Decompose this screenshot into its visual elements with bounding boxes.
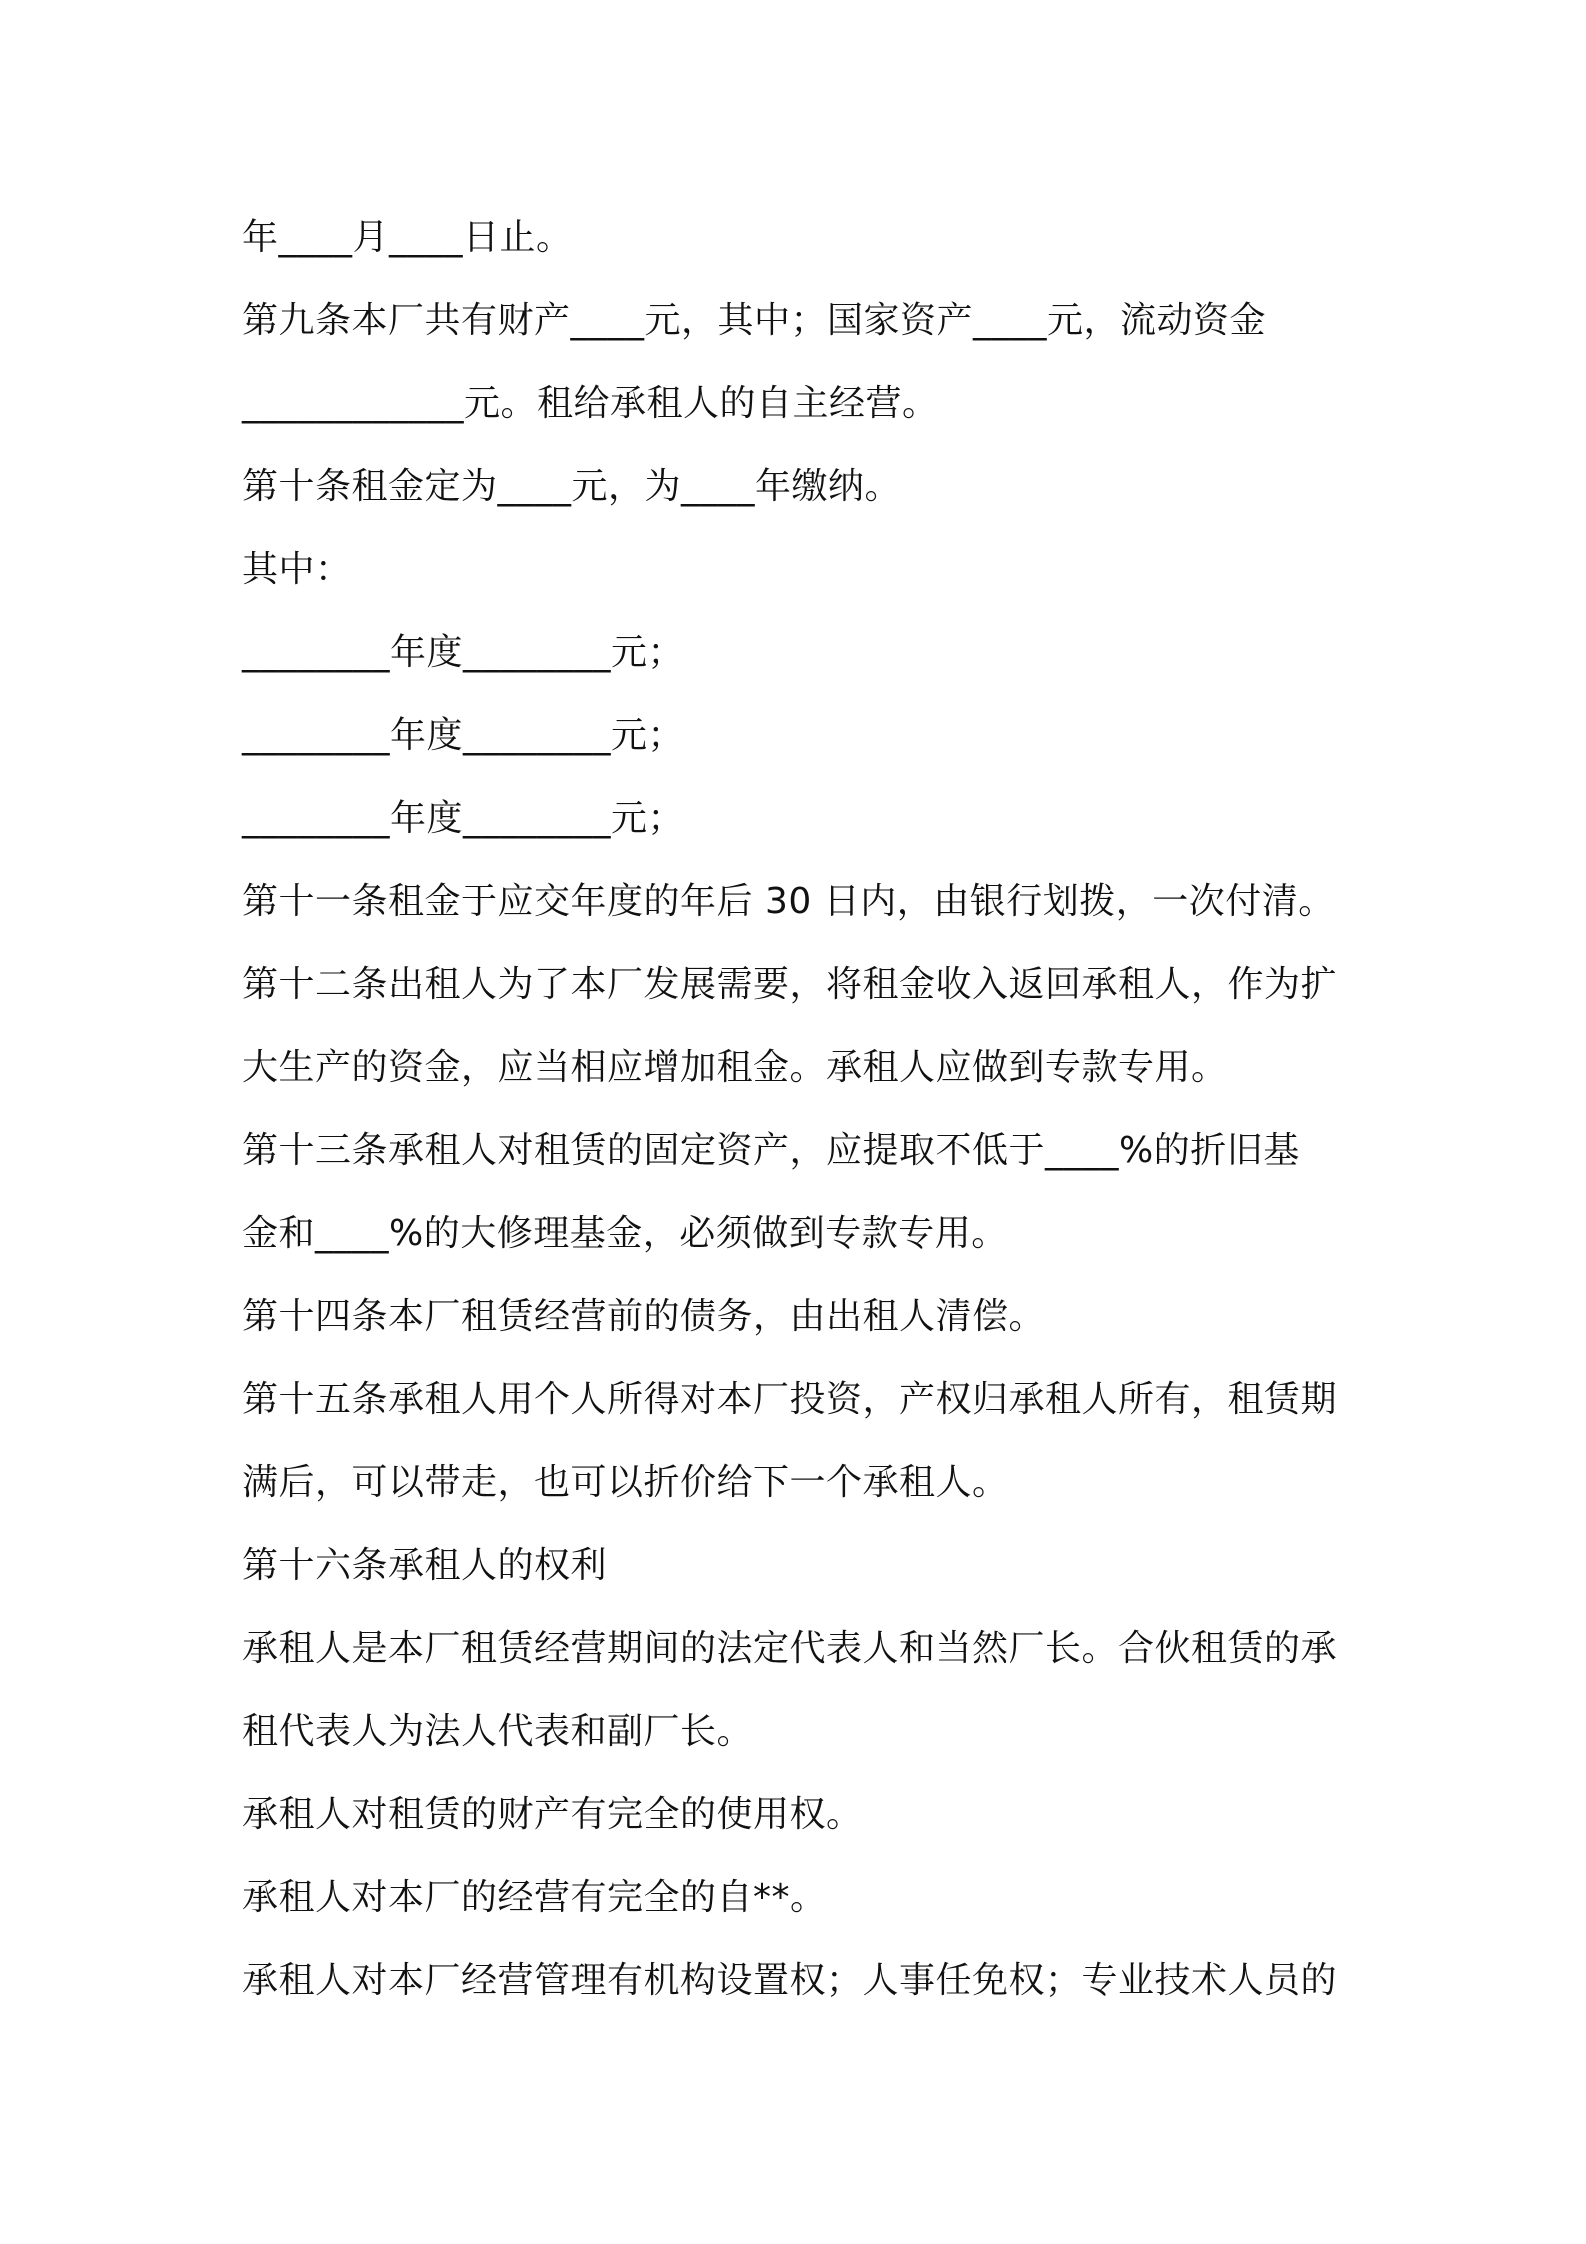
text-line: ________年度________元； <box>242 632 685 673</box>
text-line: 其中： <box>242 549 352 590</box>
text-line: 第十三条承租人对租赁的固定资产，应提取不低于____%的折旧基 <box>242 1130 1300 1171</box>
text-line: 第十一条租金于应交年度的年后 30 日内，由银行划拨，一次付清。 <box>242 881 1335 922</box>
text-line: 大生产的资金，应当相应增加租金。承租人应做到专款专用。 <box>242 1047 1228 1088</box>
text-line: ________年度________元； <box>242 798 685 839</box>
text-line: 第十四条本厂租赁经营前的债务，由出租人清偿。 <box>242 1296 1046 1337</box>
text-line: 租代表人为法人代表和副厂长。 <box>242 1711 754 1752</box>
text-line: 第十条租金定为____元，为____年缴纳。 <box>242 466 902 507</box>
text-line: 金和____%的大修理基金，必须做到专款专用。 <box>242 1213 1008 1254</box>
text-line: 承租人对本厂经营管理有机构设置权；人事任免权；专业技术人员的 <box>242 1960 1338 2001</box>
text-line: 年____月____日止。 <box>242 217 573 258</box>
text-line: ________年度________元； <box>242 715 685 756</box>
text-line: 承租人对本厂的经营有完全的自**。 <box>242 1877 827 1918</box>
text-line: 第十五条承租人用个人所得对本厂投资，产权归承租人所有，租赁期 <box>242 1379 1338 1420</box>
text-line: 满后，可以带走，也可以折价给下一个承租人。 <box>242 1462 1009 1503</box>
text-line: 第十六条承租人的权利 <box>242 1545 608 1586</box>
text-line: 承租人是本厂租赁经营期间的法定代表人和当然厂长。合伙租赁的承 <box>242 1628 1338 1669</box>
text-line: ____________元。租给承租人的自主经营。 <box>242 383 939 424</box>
text-line: 第九条本厂共有财产____元，其中；国家资产____元，流动资金 <box>242 300 1267 341</box>
text-line: 第十二条出租人为了本厂发展需要，将租金收入返回承租人，作为扩 <box>242 964 1338 1005</box>
text-line: 承租人对租赁的财产有完全的使用权。 <box>242 1794 863 1835</box>
document-body <box>242 196 1372 2022</box>
